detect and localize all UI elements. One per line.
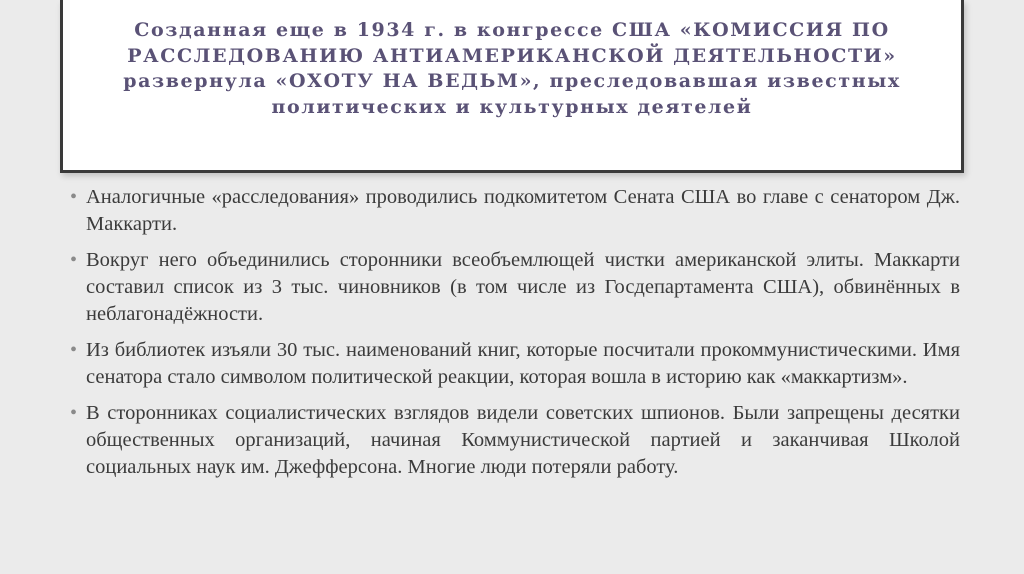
title-box [60, 0, 964, 173]
bullet-text: Вокруг него объединились сторонники всеобъемлющей чистки американской элиты. Маккарти составил список из 3 тыс. чиновников (в том числе из Госдепартамента США), обвинённых в неблагонадёжности. [86, 249, 960, 325]
bullet-dot: • [70, 402, 78, 424]
bullet-dot: • [70, 186, 78, 208]
list-item [70, 247, 960, 328]
bullet-text: Из библиотек изъяли 30 тыс. наименований книг, которые посчитали прокоммунистическими. Имя сенатора стало символом политической реакции, которая вошла в историю как «маккартизм». [86, 339, 960, 388]
list-item [70, 400, 960, 481]
bullet-text: Аналогичные «расследования» проводились подкомитетом Сената США во главе с сенатором Дж. Маккарти. [86, 186, 960, 235]
slide-title: Созданная еще в 1934 г. в конгрессе США «КОМИССИЯ ПО РАССЛЕДОВАНИЮ АНТИАМЕРИКАНСКОЙ ДЕЯТЕЛЬНОСТИ» развернула «ОХОТУ НА ВЕДЬМ», преследовавшая известных политических и культурных деятелей [123, 19, 901, 118]
bullet-dot: • [70, 339, 78, 361]
bullet-list [70, 184, 960, 490]
list-item [70, 337, 960, 391]
bullet-text: В сторонниках социалистических взглядов видели советских шпионов. Были запрещены десятки общественных организаций, начиная Коммунистической партией и заканчивая Школой социальных наук им. Джефферсона. Многие люди потеряли работу. [86, 402, 960, 478]
list-item [70, 184, 960, 238]
bullet-dot: • [70, 249, 78, 271]
